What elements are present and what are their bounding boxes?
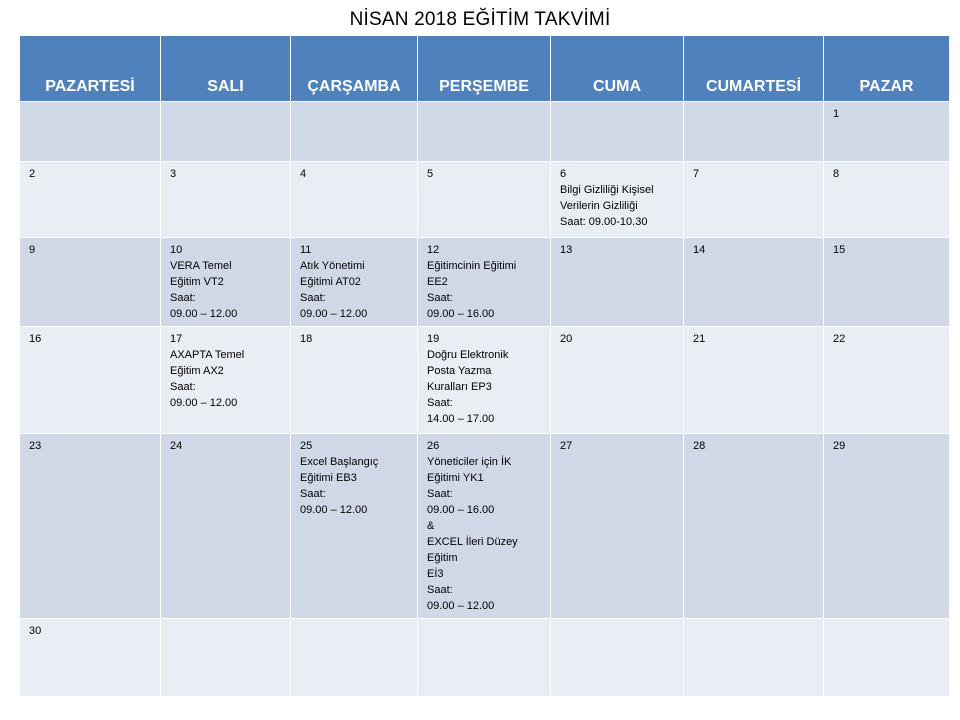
header-sunday: PAZAR	[824, 36, 950, 102]
day-number: 4	[300, 168, 307, 180]
day-cell	[291, 238, 418, 327]
day-cell	[824, 162, 950, 238]
day-cell	[684, 238, 824, 327]
header-wednesday: ÇARŞAMBA	[291, 36, 418, 102]
day-cell	[551, 434, 684, 619]
day-cell	[551, 238, 684, 327]
week-row	[20, 327, 950, 434]
day-number: 13	[560, 244, 573, 256]
day-number: 14	[693, 244, 706, 256]
day-number: 26	[427, 440, 440, 452]
header-monday: PAZARTESİ	[20, 36, 161, 102]
day-number: 28	[693, 440, 706, 452]
day-number: 18	[300, 333, 313, 345]
day-cell	[824, 238, 950, 327]
day-cell	[418, 162, 551, 238]
day-number: 21	[693, 333, 706, 345]
week-row	[20, 434, 950, 619]
day-number: 8	[833, 168, 840, 180]
day-cell	[684, 327, 824, 434]
day-number: 29	[833, 440, 846, 452]
day-cell	[291, 162, 418, 238]
day-cell	[418, 327, 551, 434]
week-row	[20, 619, 950, 697]
day-cell	[824, 619, 950, 697]
day-cell	[551, 102, 684, 162]
day-cell	[824, 102, 950, 162]
day-number: 7	[693, 168, 700, 180]
day-number: 12	[427, 244, 440, 256]
day-cell	[551, 162, 684, 238]
day-cell	[684, 102, 824, 162]
day-cell	[291, 434, 418, 619]
day-cell	[161, 619, 291, 697]
day-cell	[161, 434, 291, 619]
day-cell	[418, 238, 551, 327]
header-saturday: CUMARTESİ	[684, 36, 824, 102]
event-text: Doğru Elektronik Posta Yazma Kuralları EP3 Saat: 14.00 – 17.00	[427, 349, 509, 425]
day-cell	[20, 162, 161, 238]
day-number: 20	[560, 333, 573, 345]
week-row	[20, 162, 950, 238]
week-row	[20, 238, 950, 327]
day-cell	[684, 619, 824, 697]
day-cell	[551, 619, 684, 697]
day-number: 3	[170, 168, 177, 180]
day-cell	[418, 434, 551, 619]
calendar-table	[19, 35, 950, 697]
day-cell	[20, 327, 161, 434]
day-cell	[824, 434, 950, 619]
day-cell	[824, 327, 950, 434]
day-cell	[161, 327, 291, 434]
day-number: 11	[300, 244, 312, 256]
day-cell	[161, 238, 291, 327]
day-number: 30	[29, 625, 42, 637]
day-number: 23	[29, 440, 42, 452]
day-cell	[684, 162, 824, 238]
day-number: 2	[29, 168, 36, 180]
day-cell	[291, 327, 418, 434]
header-tuesday: SALI	[161, 36, 291, 102]
event-text: Bilgi Gizliliği Kişisel Verilerin Gizliliği Saat: 09.00-10.30	[560, 184, 654, 228]
day-cell	[161, 102, 291, 162]
day-cell	[684, 434, 824, 619]
day-number: 25	[300, 440, 313, 452]
day-number: 24	[170, 440, 183, 452]
day-cell	[20, 434, 161, 619]
day-number: 9	[29, 244, 36, 256]
event-text: Yöneticiler için İK Eğitimi YK1 Saat: 09.00 – 16.00 & EXCEL İleri Düzey Eğitim Eİ3 Saat: 09.00 – 12.00	[427, 456, 518, 612]
header-row	[20, 36, 950, 102]
day-cell	[20, 238, 161, 327]
week-row	[20, 102, 950, 162]
day-cell	[20, 102, 161, 162]
day-cell	[161, 162, 291, 238]
day-number: 6	[560, 168, 567, 180]
day-number: 22	[833, 333, 846, 345]
day-cell	[551, 327, 684, 434]
day-cell	[418, 619, 551, 697]
day-number: 27	[560, 440, 573, 452]
day-number: 1	[833, 108, 840, 120]
day-number: 19	[427, 333, 440, 345]
header-friday: CUMA	[551, 36, 684, 102]
day-number: 10	[170, 244, 183, 256]
event-text: Atık Yönetimi Eğitimi AT02 Saat: 09.00 – 12.00	[300, 260, 368, 320]
event-text: Excel Başlangıç Eğitimi EB3 Saat: 09.00 – 12.00	[300, 456, 379, 516]
day-number: 16	[29, 333, 42, 345]
day-number: 5	[427, 168, 434, 180]
day-cell	[418, 102, 551, 162]
event-text: VERA Temel Eğitim VT2 Saat: 09.00 – 12.00	[170, 260, 238, 320]
day-cell	[291, 619, 418, 697]
event-text: Eğitimcinin Eğitimi EE2 Saat: 09.00 – 16.00	[427, 260, 517, 320]
event-text: AXAPTA Temel Eğitim AX2 Saat: 09.00 – 12.00	[170, 349, 245, 409]
page-title: NİSAN 2018 EĞİTİM TAKVİMİ	[349, 9, 611, 30]
day-number: 15	[833, 244, 846, 256]
day-number: 17	[170, 333, 183, 345]
day-cell	[291, 102, 418, 162]
header-thursday: PERŞEMBE	[418, 36, 551, 102]
day-cell	[20, 619, 161, 697]
